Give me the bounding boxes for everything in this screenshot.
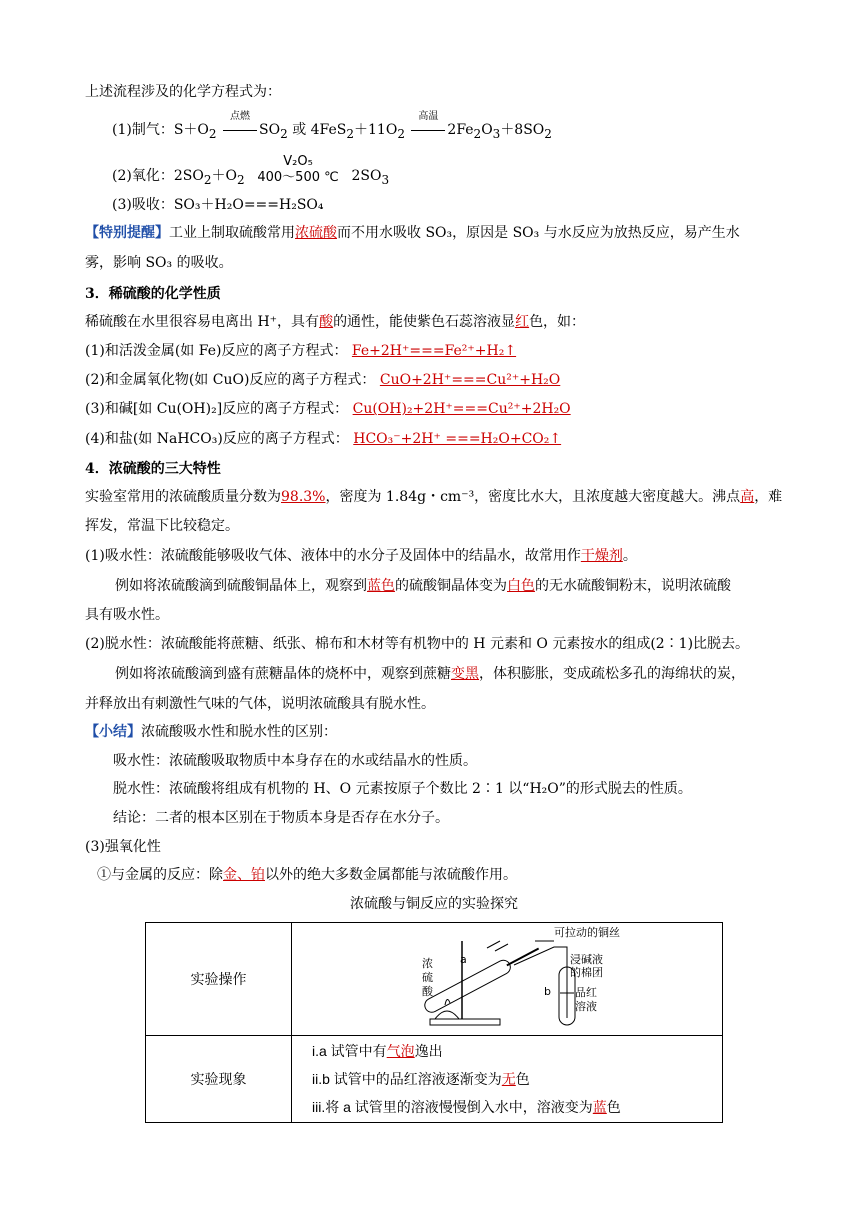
ion-eq-4: (4)和盐(如 NaHCO₃)反应的离子方程式： HCO₃⁻+2H⁺ ===H₂O+CO₂↑ [85, 431, 562, 447]
blank-conc-acid: 浓硫酸 [295, 225, 337, 241]
oxidation-line: ①与金属的反应：除金、铂以外的绝大多数金属都能与浓硫酸作用。 [97, 867, 517, 883]
intro-text: 上述流程涉及的化学方程式为： [85, 84, 281, 100]
catalyst-condition: V₂O₅ 400～500 ℃ [257, 154, 339, 185]
tip-line-1: 【特别提醒】工业上制取硫酸常用浓硫酸而不用水吸收 SO₃，原因是 SO₃ 与水反应为放热反应，易产生水 [85, 225, 740, 241]
ion-eq-1: (1)和活泼金属(如 Fe)反应的离子方程式： Fe+2H⁺===Fe²⁺+H₂↑ [85, 343, 517, 359]
summary-2: 脱水性：浓硫酸将组成有机物的 H、O 元素按原子个数比 2∶1 以“H₂O”的形式脱去的性质。 [113, 781, 692, 797]
answer-1: Fe+2H⁺===Fe²⁺+H₂↑ [351, 343, 517, 359]
absorb-line: (1)吸水性：浓硫酸能够吸收气体、液体中的水分子及固体中的结晶水，故常用作干燥剂。 [85, 548, 637, 564]
answer-4: HCO₃⁻+2H⁺ ===H₂O+CO₂↑ [353, 431, 562, 447]
dehydrate-line: (2)脱水性：浓硫酸能将蔗糖、纸张、棉布和木材等有机物中的 H 元素和 O 元素按水的组成(2∶1)比脱去。 [85, 636, 750, 652]
summary-3: 结论：二者的根本区别在于物质本身是否存在水分子。 [113, 810, 449, 826]
answer-3: Cu(OH)₂+2H⁺===Cu²⁺+2H₂O [352, 401, 571, 417]
ion-eq-3: (3)和碱[如 Cu(OH)₂]反应的离子方程式： Cu(OH)₂+2H⁺===Cu²⁺+2H₂O [85, 401, 571, 417]
condition-high-temp: 高温 [411, 120, 445, 140]
condition-ignite: 点燃 [223, 120, 257, 140]
obs-3: iii.将 a 试管里的溶液慢慢倒入水中，溶液变为蓝色 [312, 1099, 621, 1115]
sec4-p1-cont: 挥发，常温下比较稳定。 [85, 518, 239, 534]
example-2: 例如将浓硫酸滴到盛有蔗糖晶体的烧杯中，观察到蔗糖变黑，体积膨胀，变成疏松多孔的海绵状的炭， [115, 666, 745, 682]
equation-3: (3)吸收：SO₃＋H₂O===H₂SO₄ [112, 197, 324, 213]
section-3-title: 3．稀硫酸的化学性质 [85, 286, 221, 302]
section-4-title: 4．浓硫酸的三大特性 [85, 461, 221, 477]
equation-2: (2)氧化：$2SO_2+O_2$ V₂O₅ 400～500 ℃ $2SO_3$ [112, 154, 390, 187]
row-operation-header: 实验操作 [146, 923, 292, 1036]
apparatus-diagram [292, 923, 722, 1033]
row-observation-header: 实验现象 [146, 1036, 292, 1123]
observation-cell [292, 1036, 723, 1123]
answer-2: CuO+2H⁺===Cu²⁺+H₂O [379, 372, 561, 388]
example-1-cont: 具有吸水性。 [85, 607, 169, 623]
ion-eq-2: (2)和金属氧化物(如 CuO)反应的离子方程式： CuO+2H⁺===Cu²⁺+H₂O [85, 372, 561, 388]
obs-1: i.a 试管中有气泡逸出 [312, 1043, 443, 1059]
equation-1: (1)制气：$S+O_2$ 点燃 $SO_2$ 或 $4FeS_2+11O_2$ 高温 $2Fe_2O_3+8SO_2$ [112, 111, 552, 141]
tip-line-2: 雾，影响 SO₃ 的吸收。 [85, 255, 233, 271]
summary-head: 【小结】浓硫酸吸水性和脱水性的区别： [85, 724, 337, 740]
section-3-intro: 稀硫酸在水里很容易电离出 H⁺，具有酸的通性，能使紫色石蕊溶液显红色，如： [85, 314, 586, 330]
apparatus-cell: 可拉动的铜丝 a 浓 硫 酸 浸碱液 的棉团 b 品红 溶液 [292, 923, 723, 1036]
experiment-table [145, 922, 723, 1123]
oxidation-title: (3)强氧化性 [85, 839, 161, 855]
obs-2: ii.b 试管中的品红溶液逐渐变为无色 [312, 1071, 530, 1087]
table-caption: 浓硫酸与铜反应的实验探究 [350, 896, 518, 912]
tip-tag: 【特别提醒】 [85, 225, 169, 241]
example-1: 例如将浓硫酸滴到硫酸铜晶体上，观察到蓝色的硫酸铜晶体变为白色的无水硫酸铜粉末，说明浓硫酸 [115, 578, 731, 594]
sec4-p1: 实验室常用的浓硫酸质量分数为98.3%，密度为 1.84g・cm⁻³，密度比水大，且浓度越大密度越大。沸点高，难 [85, 489, 783, 505]
example-2-cont: 并释放出有刺激性气味的气体，说明浓硫酸具有脱水性。 [85, 696, 435, 712]
summary-1: 吸水性：浓硫酸吸取物质中本身存在的水或结晶水的性质。 [113, 753, 477, 769]
